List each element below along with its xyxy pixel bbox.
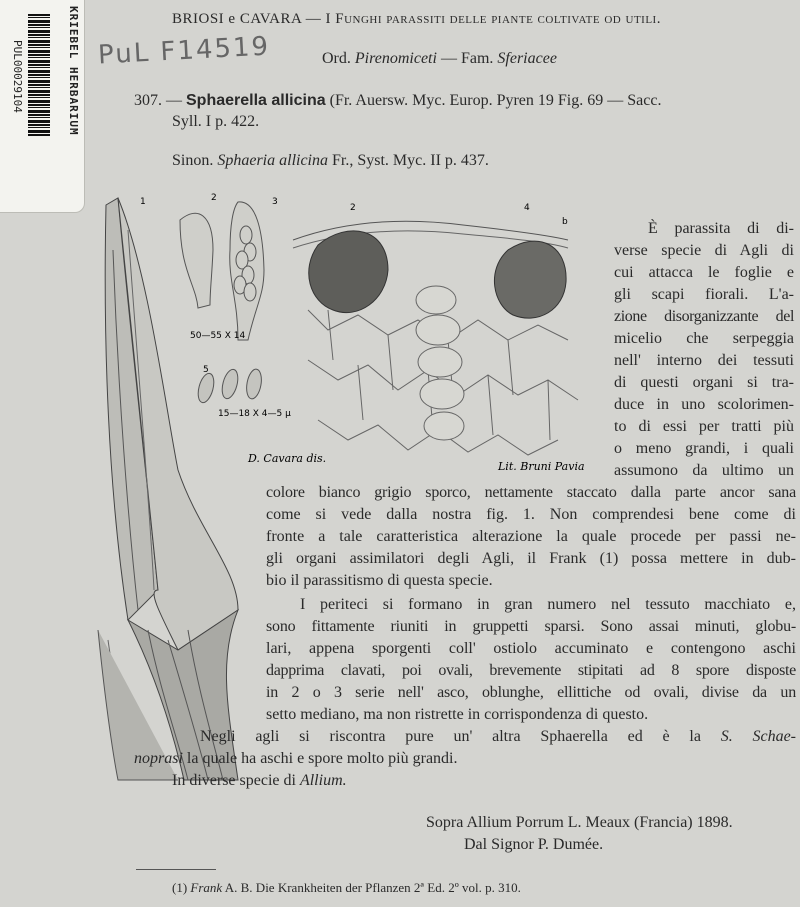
locality-line-1: Sopra Allium Porrum L. Meaux (Francia) 1898. bbox=[426, 814, 733, 831]
footnote-author: Frank bbox=[190, 880, 223, 895]
paragraph-4 bbox=[172, 770, 347, 792]
narrow-line: nell' interno dei tessuti bbox=[614, 352, 794, 369]
narrow-line: o meno grandi, i quali bbox=[614, 440, 794, 457]
synonym-citation: Fr., Syst. Myc. II p. 437. bbox=[332, 152, 489, 169]
para2-line: sono fittamente riuniti in gruppetti sparsi. Sono assai minuti, globu- bbox=[266, 618, 796, 635]
para2-line: setto mediano, ma non ristrette in corrispondenza di questo. bbox=[266, 706, 649, 723]
footnote bbox=[172, 880, 521, 896]
wide-line: come si vede dalla nostra fig. 1. Non comprendesi bene come di bbox=[266, 506, 796, 523]
para3-text: Negli agli si riscontra pure un' altra Sphaerella ed è la bbox=[200, 728, 721, 745]
para3-text-cont: la quale ha aschi e spore molto più grandi. bbox=[182, 750, 458, 767]
synonym-name: Sphaeria allicina bbox=[217, 152, 328, 169]
narrow-line: verse specie di Agli di bbox=[614, 242, 794, 259]
ord-name: Pirenomiceti bbox=[354, 50, 437, 67]
paragraph-3-line1 bbox=[200, 726, 796, 748]
series-header bbox=[172, 8, 661, 30]
species-name: Sphaerella allicina bbox=[186, 92, 326, 109]
locality-line-2: Dal Signor P. Dumée. bbox=[464, 836, 604, 853]
fig-num-1: 1 bbox=[140, 197, 146, 207]
fig-num-3: 3 bbox=[272, 197, 278, 207]
para2-line: lari, appena sporgenti coll' ostiolo accuminato e contengono aschi bbox=[266, 640, 796, 657]
fig-num-4: 4 bbox=[524, 203, 530, 213]
narrow-line: gli scapi fiorali. L'a- bbox=[614, 286, 794, 303]
wide-line: fronte a tale caratteristica alterazione la quale procede per passi ne- bbox=[266, 528, 796, 545]
para4-text: In diverse specie di bbox=[172, 772, 300, 789]
footnote-rule bbox=[136, 869, 216, 870]
fig-num-2a: 2 bbox=[211, 193, 217, 203]
fig-num-b: b bbox=[562, 217, 568, 227]
genus-italic: Allium. bbox=[299, 772, 347, 789]
entry-line bbox=[134, 90, 661, 112]
fam-name: Sferiacee bbox=[497, 50, 557, 67]
para2-line: in 2 o 3 serie nell' asco, oblunghe, ellittiche od ovali, divise da un bbox=[266, 684, 796, 701]
citation: (Fr. Auersw. Myc. Europ. Pyren 19 Fig. 69 — Sacc. bbox=[329, 92, 662, 109]
entry-number: 307. — bbox=[134, 92, 182, 109]
asci-figure bbox=[180, 202, 264, 340]
narrow-line: micelio che serpeggia bbox=[614, 330, 794, 347]
measure-spores: 15—18 X 4—5 μ bbox=[218, 409, 291, 419]
citation-cont: Syll. I p. 422. bbox=[172, 113, 260, 130]
narrow-column bbox=[614, 218, 794, 482]
fig-num-5: 5 bbox=[203, 365, 209, 375]
synonym-line bbox=[172, 150, 489, 172]
paragraph-1-cont bbox=[266, 482, 796, 592]
narrow-line: di questi organi si tra- bbox=[614, 374, 794, 391]
signature-left: D. Cavara dis. bbox=[248, 452, 327, 465]
measure-asci: 50—55 X 14 bbox=[190, 331, 246, 341]
narrow-line: to di essi per tratti più bbox=[614, 418, 794, 435]
leaf-figure bbox=[98, 198, 238, 780]
wide-line: colore bianco grigio sporco, nettamente staccato dalla parte ancor sana bbox=[266, 484, 796, 501]
synonym-prefix: Sinon. bbox=[172, 152, 214, 169]
handwritten-note: PuL F14519 bbox=[97, 31, 271, 71]
para2-line: dapprima clavati, poi ovali, brevemente stipitati ad 8 spore disposte bbox=[266, 662, 796, 679]
narrow-line: duce in uno scolorimen- bbox=[614, 396, 794, 413]
ord-prefix: Ord. bbox=[322, 50, 351, 67]
barcode bbox=[28, 14, 50, 136]
narrow-line: assumono da ultimo un bbox=[614, 462, 794, 479]
species-ref-italic: S. Schae- bbox=[720, 728, 797, 745]
signature-right: Lit. Bruni Pavia bbox=[498, 460, 585, 473]
fam-prefix: — Fam. bbox=[440, 50, 494, 67]
accession-number: PUL00029104 bbox=[11, 40, 24, 113]
wide-line: gli organi assimilatori degli Agli, il Frank (1) possa mettere in dub- bbox=[266, 550, 796, 567]
paragraph-3-line2 bbox=[134, 748, 458, 770]
footnote-marker: (1) bbox=[172, 880, 188, 895]
narrow-line: zione disorganizzante del bbox=[614, 308, 794, 325]
species-ref-italic-cont: noprasi bbox=[134, 750, 183, 767]
narrow-line: cui attacca le foglie e bbox=[614, 264, 794, 281]
paragraph-2 bbox=[266, 594, 796, 726]
wide-line: bio il parassitismo di questa specie. bbox=[266, 572, 493, 589]
para2-line: I periteci si formano in gran numero nel tessuto macchiato e, bbox=[300, 596, 796, 613]
narrow-line: È parassita di di- bbox=[648, 220, 794, 237]
classification bbox=[322, 48, 557, 70]
footnote-text: A. B. Die Krankheiten der Pflanzen 2ª Ed. 2º vol. p. 310. bbox=[224, 880, 521, 895]
series-title: — I Funghi parassiti delle piante coltivate od utili. bbox=[305, 11, 661, 27]
herbarium-name: KRIEBEL HERBARIUM bbox=[67, 6, 80, 136]
fig-num-2b: 2 bbox=[350, 203, 356, 213]
authors: BRIOSI e CAVARA bbox=[172, 11, 302, 27]
